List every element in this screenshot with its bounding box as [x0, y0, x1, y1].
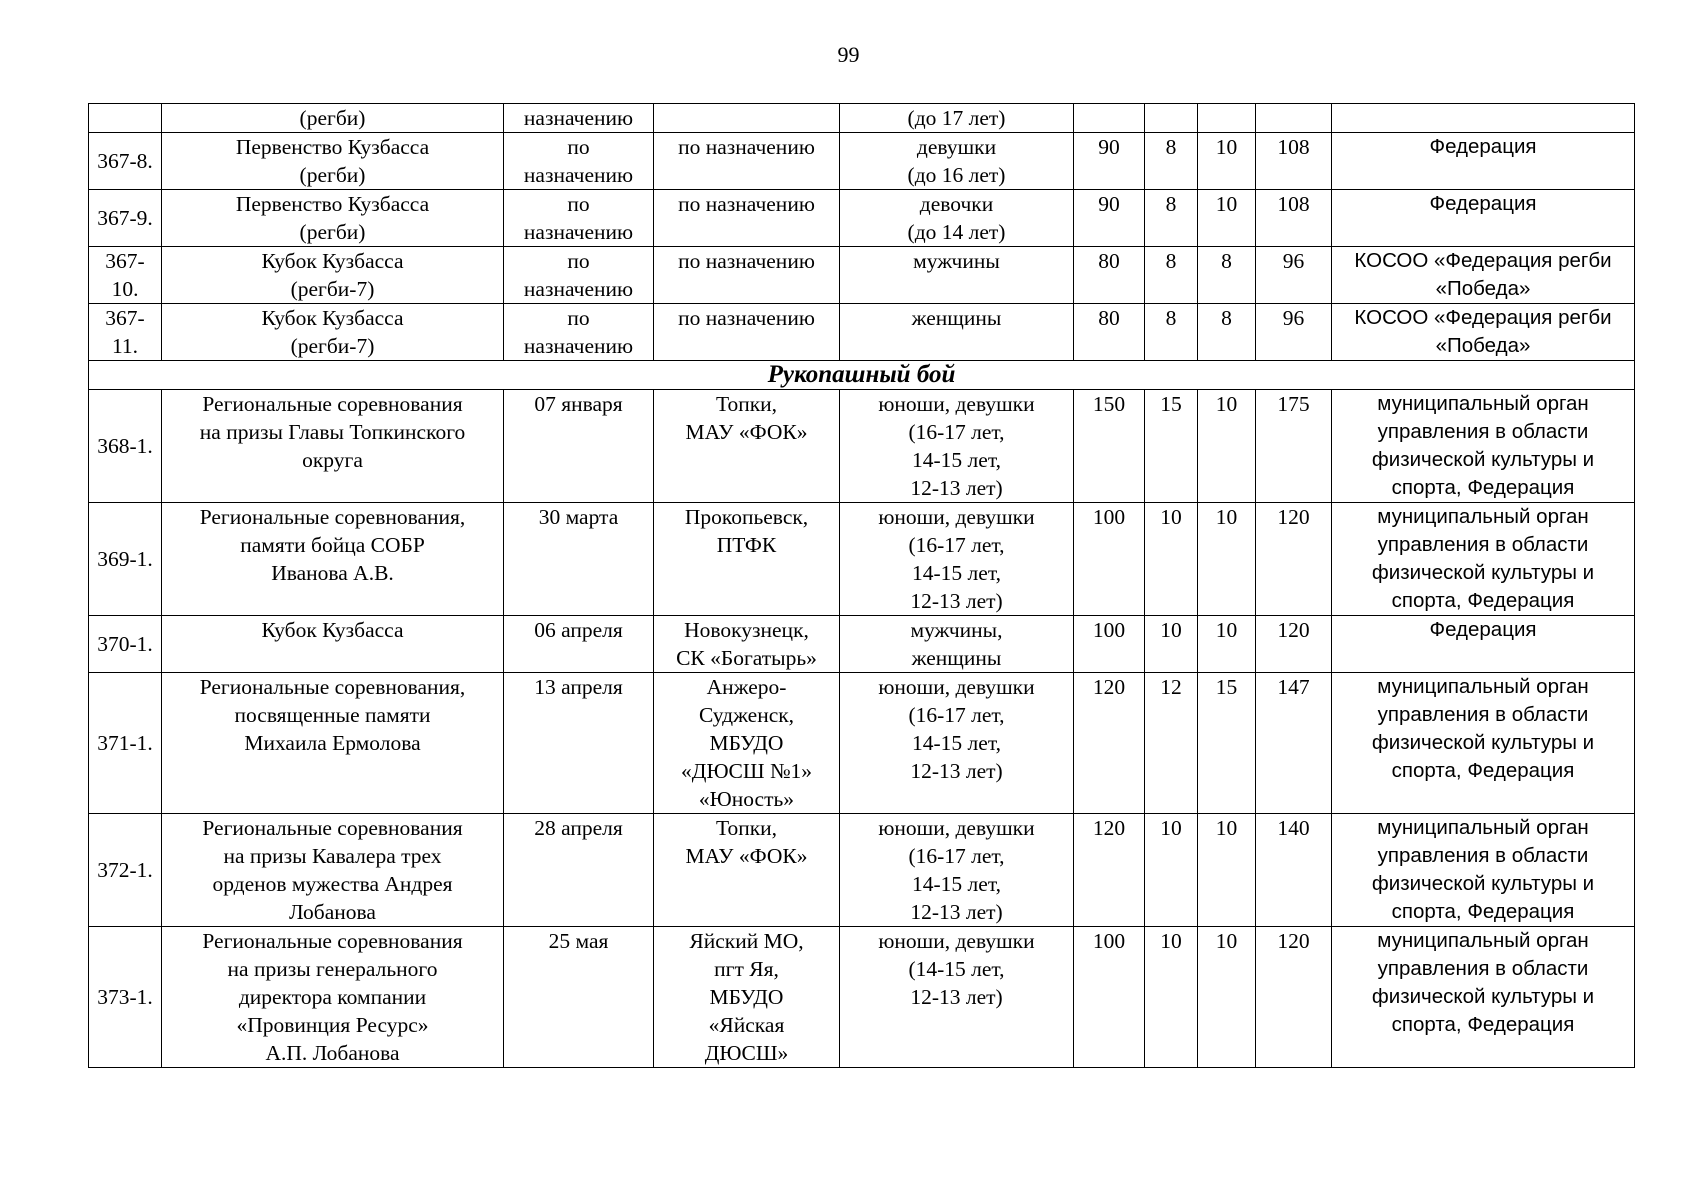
cell-line: «Юность» — [698, 787, 795, 811]
cell-line: мужчины, — [910, 618, 1003, 642]
cell-line: Региональные соревнования — [202, 392, 463, 416]
cell-line: Региональные соревнования, — [199, 505, 466, 529]
event-name-cell — [162, 247, 504, 304]
cell-line: спорта, Федерация — [1391, 589, 1575, 612]
event-name-cell — [162, 104, 504, 133]
total-cell: 96 — [1256, 304, 1332, 361]
cell-line: Иванова А.В. — [271, 561, 394, 585]
cell-line: (до 14 лет) — [907, 220, 1006, 244]
cell-line: назначению — [523, 334, 634, 358]
cell-line: 11. — [111, 334, 139, 358]
cell-line: юноши, девушки — [878, 929, 1035, 953]
event-date-cell — [504, 814, 654, 927]
table-row — [89, 616, 1635, 673]
cell-line: 07 января — [534, 392, 623, 416]
count-cell: 10 — [1145, 616, 1198, 673]
cell-line: 367- — [105, 249, 145, 273]
table-row — [89, 503, 1635, 616]
cell-line: КОСОО «Федерация регби — [1354, 249, 1612, 272]
cell-line: Кубок Кузбасса — [261, 249, 404, 273]
event-number-cell: 369-1. — [89, 503, 162, 616]
cell-line: назначению — [523, 220, 634, 244]
table-row — [89, 190, 1635, 247]
event-date-cell — [504, 304, 654, 361]
organizer-cell — [1332, 104, 1635, 133]
cell-line: 12-13 лет) — [910, 985, 1003, 1009]
cell-line: 13 апреля — [534, 675, 623, 699]
event-place-cell — [654, 673, 840, 814]
cell-line: Федерация — [1429, 192, 1537, 215]
table-row — [89, 104, 1635, 133]
count-cell: 12 — [1145, 673, 1198, 814]
count-cell: 80 — [1074, 247, 1145, 304]
cell-line: женщины — [911, 646, 1002, 670]
cell-line: юноши, девушки — [878, 505, 1035, 529]
participants-cell — [840, 247, 1074, 304]
event-place-cell — [654, 814, 840, 927]
cell-line: «Провинция Ресурс» — [236, 1013, 429, 1037]
count-cell: 10 — [1145, 814, 1198, 927]
event-name-cell — [162, 616, 504, 673]
count-cell: 8 — [1145, 247, 1198, 304]
cell-line: физической культуры и — [1371, 561, 1595, 584]
rows-before — [89, 104, 1635, 361]
cell-line: округа — [302, 448, 363, 472]
total-cell: 175 — [1256, 390, 1332, 503]
cell-line: 28 апреля — [534, 816, 623, 840]
cell-line: 25 мая — [548, 929, 609, 953]
cell-line: Прокопьевск, — [684, 505, 809, 529]
cell-line: «Победа» — [1435, 334, 1531, 357]
event-date-cell — [504, 927, 654, 1068]
event-number-cell: 371-1. — [89, 673, 162, 814]
cell-line: по — [567, 249, 590, 273]
cell-line: СК «Богатырь» — [676, 646, 817, 670]
cell-line: Первенство Кузбасса — [235, 192, 430, 216]
cell-line: назначению — [523, 277, 634, 301]
cell-line: 12-13 лет) — [910, 759, 1003, 783]
cell-line: (регби) — [299, 163, 366, 187]
count-cell — [1198, 104, 1256, 133]
cell-line: Федерация — [1429, 135, 1537, 158]
participants-cell — [840, 503, 1074, 616]
participants-cell — [840, 390, 1074, 503]
organizer-cell — [1332, 247, 1635, 304]
cell-line: ДЮСШ» — [704, 1041, 789, 1065]
participants-cell — [840, 814, 1074, 927]
organizer-cell — [1332, 390, 1635, 503]
total-cell: 120 — [1256, 616, 1332, 673]
cell-line: МАУ «ФОК» — [685, 844, 808, 868]
event-number-cell: 370-1. — [89, 616, 162, 673]
cell-line: Топки, — [715, 816, 778, 840]
count-cell: 15 — [1145, 390, 1198, 503]
count-cell: 10 — [1198, 616, 1256, 673]
organizer-cell — [1332, 616, 1635, 673]
cell-line: Первенство Кузбасса — [235, 135, 430, 159]
event-place-cell — [654, 927, 840, 1068]
cell-line: спорта, Федерация — [1391, 759, 1575, 782]
cell-line: (регби-7) — [290, 334, 375, 358]
cell-line: «Победа» — [1435, 277, 1531, 300]
cell-line: физической культуры и — [1371, 872, 1595, 895]
cell-line: пгт Яя, — [714, 957, 779, 981]
event-name-cell — [162, 814, 504, 927]
cell-line: управления в области — [1377, 844, 1589, 867]
event-name-cell — [162, 304, 504, 361]
cell-line: (до 17 лет) — [907, 106, 1006, 130]
count-cell: 15 — [1198, 673, 1256, 814]
cell-line: на призы Главы Топкинского — [199, 420, 466, 444]
cell-line: 14-15 лет, — [912, 448, 1001, 472]
event-number-cell — [89, 304, 162, 361]
event-number-cell: 367-9. — [89, 190, 162, 247]
count-cell: 8 — [1145, 190, 1198, 247]
cell-line: управления в области — [1377, 703, 1589, 726]
cell-line: физической культуры и — [1371, 731, 1595, 754]
event-number-cell — [89, 247, 162, 304]
cell-line: Михаила Ермолова — [244, 731, 421, 755]
cell-line: управления в области — [1377, 533, 1589, 556]
event-name-cell — [162, 503, 504, 616]
cell-line: назначению — [523, 163, 634, 187]
cell-line: 14-15 лет, — [912, 872, 1001, 896]
cell-line: муниципальный орган — [1377, 675, 1589, 698]
count-cell: 10 — [1198, 503, 1256, 616]
cell-line: по назначению — [678, 306, 815, 330]
cell-line: (регби) — [299, 106, 366, 130]
table-row — [89, 814, 1635, 927]
count-cell: 10 — [1198, 814, 1256, 927]
count-cell: 8 — [1198, 247, 1256, 304]
cell-line: Федерация — [1429, 618, 1537, 641]
cell-line: Новокузнецк, — [684, 618, 809, 642]
total-cell: 108 — [1256, 133, 1332, 190]
event-date-cell — [504, 247, 654, 304]
participants-cell — [840, 304, 1074, 361]
cell-line: А.П. Лобанова — [265, 1041, 400, 1065]
event-date-cell — [504, 503, 654, 616]
event-number-cell: 372-1. — [89, 814, 162, 927]
cell-line: ПТФК — [716, 533, 777, 557]
participants-cell — [840, 133, 1074, 190]
cell-line: МАУ «ФОК» — [685, 420, 808, 444]
cell-line: Судженск, — [698, 703, 795, 727]
cell-line: назначению — [523, 106, 634, 130]
count-cell: 120 — [1074, 814, 1145, 927]
cell-line: «Яйская — [708, 1013, 785, 1037]
cell-line: спорта, Федерация — [1391, 476, 1575, 499]
cell-line: Региональные соревнования — [202, 816, 463, 840]
organizer-cell — [1332, 304, 1635, 361]
count-cell — [1145, 104, 1198, 133]
total-cell — [1256, 104, 1332, 133]
count-cell: 100 — [1074, 503, 1145, 616]
cell-line: на призы Кавалера трех — [223, 844, 442, 868]
participants-cell — [840, 673, 1074, 814]
event-number-cell: 367-8. — [89, 133, 162, 190]
cell-line: Кубок Кузбасса — [261, 306, 404, 330]
cell-line: девочки — [919, 192, 994, 216]
event-place-cell — [654, 616, 840, 673]
event-number-cell — [89, 104, 162, 133]
cell-line: Кубок Кузбасса — [261, 618, 404, 642]
cell-line: муниципальный орган — [1377, 929, 1589, 952]
cell-line: управления в области — [1377, 957, 1589, 980]
cell-line: мужчины — [913, 249, 1000, 273]
cell-line: КОСОО «Федерация регби — [1354, 306, 1612, 329]
event-name-cell — [162, 390, 504, 503]
count-cell: 8 — [1145, 304, 1198, 361]
total-cell: 120 — [1256, 503, 1332, 616]
cell-line: по назначению — [678, 192, 815, 216]
total-cell: 147 — [1256, 673, 1332, 814]
cell-line: юноши, девушки — [878, 392, 1035, 416]
cell-line: 06 апреля — [534, 618, 623, 642]
event-place-cell — [654, 133, 840, 190]
count-cell: 100 — [1074, 616, 1145, 673]
table-row — [89, 673, 1635, 814]
cell-line: посвященные памяти — [234, 703, 431, 727]
cell-line: спорта, Федерация — [1391, 1013, 1575, 1036]
event-date-cell — [504, 190, 654, 247]
count-cell: 90 — [1074, 133, 1145, 190]
cell-line: 12-13 лет) — [910, 476, 1003, 500]
event-place-cell — [654, 104, 840, 133]
rows-after — [89, 390, 1635, 1068]
participants-cell — [840, 927, 1074, 1068]
cell-line: (16-17 лет, — [908, 420, 1005, 444]
count-cell: 10 — [1198, 133, 1256, 190]
cell-line: по назначению — [678, 249, 815, 273]
event-name-cell — [162, 927, 504, 1068]
count-cell: 120 — [1074, 673, 1145, 814]
cell-line: памяти бойца СОБР — [240, 533, 425, 557]
cell-line: МБУДО — [709, 985, 784, 1009]
cell-line: спорта, Федерация — [1391, 900, 1575, 923]
cell-line: Яйский МО, — [689, 929, 804, 953]
count-cell: 8 — [1198, 304, 1256, 361]
total-cell: 108 — [1256, 190, 1332, 247]
count-cell: 100 — [1074, 927, 1145, 1068]
event-name-cell — [162, 190, 504, 247]
cell-line: МБУДО — [709, 731, 784, 755]
event-date-cell — [504, 390, 654, 503]
cell-line: управления в области — [1377, 420, 1589, 443]
organizer-cell — [1332, 673, 1635, 814]
cell-line: муниципальный орган — [1377, 505, 1589, 528]
count-cell: 90 — [1074, 190, 1145, 247]
cell-line: юноши, девушки — [878, 816, 1035, 840]
cell-line: (регби-7) — [290, 277, 375, 301]
count-cell: 10 — [1145, 927, 1198, 1068]
count-cell: 10 — [1198, 390, 1256, 503]
section-header — [89, 361, 1635, 390]
organizer-cell — [1332, 927, 1635, 1068]
event-name-cell — [162, 133, 504, 190]
cell-line: (регби) — [299, 220, 366, 244]
participants-cell — [840, 616, 1074, 673]
event-place-cell — [654, 304, 840, 361]
cell-line: физической культуры и — [1371, 448, 1595, 471]
cell-line: Региональные соревнования, — [199, 675, 466, 699]
cell-line: по — [567, 135, 590, 159]
event-place-cell — [654, 503, 840, 616]
cell-line: директора компании — [238, 985, 427, 1009]
cell-line: 367- — [105, 306, 145, 330]
cell-line: на призы генерального — [227, 957, 438, 981]
cell-line: Анжеро- — [706, 675, 787, 699]
count-cell: 150 — [1074, 390, 1145, 503]
cell-line: по — [567, 306, 590, 330]
count-cell: 10 — [1145, 503, 1198, 616]
cell-line: Лобанова — [289, 900, 376, 924]
event-number-cell: 373-1. — [89, 927, 162, 1068]
table-row — [89, 927, 1635, 1068]
organizer-cell — [1332, 814, 1635, 927]
cell-line: муниципальный орган — [1377, 392, 1589, 415]
cell-line: орденов мужества Андрея — [212, 872, 453, 896]
section-title: Рукопашный бой — [89, 361, 1635, 390]
cell-line: 14-15 лет, — [912, 561, 1001, 585]
cell-line: по — [567, 192, 590, 216]
event-place-cell — [654, 190, 840, 247]
event-date-cell — [504, 616, 654, 673]
count-cell — [1074, 104, 1145, 133]
events-table — [88, 103, 1635, 1068]
cell-line: (16-17 лет, — [908, 703, 1005, 727]
table-row — [89, 247, 1635, 304]
table-row — [89, 390, 1635, 503]
cell-line: 14-15 лет, — [912, 731, 1001, 755]
count-cell: 8 — [1145, 133, 1198, 190]
cell-line: 10. — [111, 277, 139, 301]
cell-line: (16-17 лет, — [908, 844, 1005, 868]
cell-line: 12-13 лет) — [910, 589, 1003, 613]
organizer-cell — [1332, 190, 1635, 247]
cell-line: 30 марта — [538, 505, 619, 529]
table-row — [89, 133, 1635, 190]
event-place-cell — [654, 390, 840, 503]
total-cell: 96 — [1256, 247, 1332, 304]
total-cell: 120 — [1256, 927, 1332, 1068]
cell-line: (до 16 лет) — [907, 163, 1006, 187]
cell-line: юноши, девушки — [878, 675, 1035, 699]
cell-line: Топки, — [715, 392, 778, 416]
cell-line: «ДЮСШ №1» — [681, 759, 812, 783]
organizer-cell — [1332, 133, 1635, 190]
cell-line: муниципальный орган — [1377, 816, 1589, 839]
cell-line: (16-17 лет, — [908, 533, 1005, 557]
page-number: 99 — [837, 42, 860, 67]
count-cell: 10 — [1198, 190, 1256, 247]
cell-line: по назначению — [678, 135, 815, 159]
cell-line: 12-13 лет) — [910, 900, 1003, 924]
organizer-cell — [1332, 503, 1635, 616]
cell-line: женщины — [911, 306, 1002, 330]
total-cell: 140 — [1256, 814, 1332, 927]
event-date-cell — [504, 133, 654, 190]
event-date-cell — [504, 104, 654, 133]
participants-cell — [840, 104, 1074, 133]
table-row — [89, 304, 1635, 361]
event-place-cell — [654, 247, 840, 304]
event-date-cell — [504, 673, 654, 814]
cell-line: (14-15 лет, — [908, 957, 1005, 981]
event-number-cell: 368-1. — [89, 390, 162, 503]
participants-cell — [840, 190, 1074, 247]
count-cell: 10 — [1198, 927, 1256, 1068]
count-cell: 80 — [1074, 304, 1145, 361]
event-name-cell — [162, 673, 504, 814]
cell-line: девушки — [916, 135, 997, 159]
cell-line: физической культуры и — [1371, 985, 1595, 1008]
cell-line: Региональные соревнования — [202, 929, 463, 953]
